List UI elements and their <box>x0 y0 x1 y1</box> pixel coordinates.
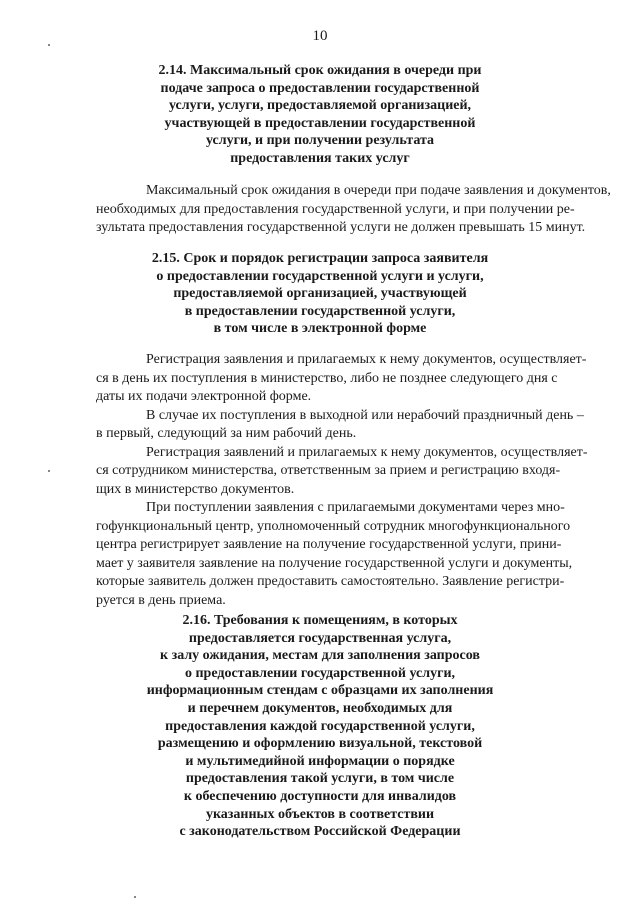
heading-line: предоставления такой услуги, в том числе <box>185 771 455 787</box>
section-2-14-heading <box>96 62 544 168</box>
section-2-14-body <box>96 182 612 238</box>
body-line: которые заявитель должен предоставить самостоятельно. Заявление регистри- <box>96 574 565 589</box>
heading-line: к обеспечению доступности для инвалидов <box>183 788 457 804</box>
section-2-15-heading <box>96 250 544 338</box>
heading-line: к залу ожидания, местам для заполнения запросов <box>160 648 480 664</box>
heading-line: предоставления каждой государственной услуги, <box>165 718 475 734</box>
body-line: даты их подачи электронной форме. <box>96 389 312 404</box>
heading-line: услуги, услуги, предоставляемой организацией, <box>168 98 472 114</box>
body-line: центра регистрирует заявление на получение государственной услуги, прини- <box>96 537 562 552</box>
heading-line: 2.16. Требования к помещениям, в которых <box>182 613 458 628</box>
body-line: гофункциональный центр, уполномоченный сотрудник многофункционального <box>96 518 571 534</box>
body-line: руется в день приема. <box>96 592 226 608</box>
heading-line: с законодательством Российской Федерации <box>179 824 461 840</box>
heading-line: услуги, и при получении результата <box>205 133 435 149</box>
heading-line: подаче запроса о предоставлении государственной <box>160 80 480 96</box>
heading-line: в том числе в электронной форме <box>213 321 427 337</box>
body-line: Регистрация заявления и прилагаемых к нему документов, осуществляет- <box>146 352 587 367</box>
body-line: в первый, следующий за ним рабочий день. <box>96 426 357 441</box>
heading-line: и мультимедийной информации о порядке <box>185 753 455 769</box>
body-line: ся в день их поступления в министерство, либо не позднее следующего дня с <box>96 370 558 386</box>
body-line: Регистрация заявлений и прилагаемых к нему документов, осуществляет- <box>146 444 588 460</box>
body-line: необходимых для предоставления государственной услуги, и при получении ре- <box>96 201 575 217</box>
heading-line: и перечнем документов, необходимых для <box>187 700 453 716</box>
heading-line: 2.14. Максимальный срок ожидания в очереди при <box>158 63 482 78</box>
body-line: Максимальный срок ожидания в очереди при подаче заявления и документов, <box>146 183 611 198</box>
heading-line: предоставляемой организацией, участвующей <box>173 286 467 302</box>
body-line: При поступлении заявления с прилагаемыми документами через мно- <box>146 500 565 515</box>
body-line: зультата предоставления государственной услуги не должен превышать 15 минут. <box>96 220 586 235</box>
heading-line: информационным стендам с образцами их заполнения <box>146 683 494 699</box>
scan-speck <box>48 44 50 46</box>
body-line: ся сотрудником министерства, ответственным за прием и регистрацию входя- <box>96 463 561 478</box>
heading-line: о предоставлении государственной услуги, <box>184 665 456 681</box>
body-line: щих в министерство документов. <box>96 481 295 497</box>
section-2-16-heading <box>96 612 544 841</box>
heading-line: указанных объектов в соответствии <box>205 806 435 822</box>
heading-line: предоставления таких услуг <box>230 150 410 166</box>
heading-line: предоставляется государственная услуга, <box>188 630 452 646</box>
heading-line: о предоставлении государственной услуги и услуги, <box>156 268 484 284</box>
heading-line: в предоставлении государственной услуги, <box>184 303 456 319</box>
page-number: 10 <box>312 28 328 44</box>
section-2-15-body <box>96 351 612 610</box>
heading-line: размещению и оформлению визуальной, текстовой <box>157 736 483 752</box>
scan-speck <box>134 896 136 898</box>
heading-line: участвующей в предоставлении государственной <box>164 115 476 131</box>
body-line: мает у заявителя заявление на получение государственной услуги и документы, <box>96 555 573 571</box>
heading-line: 2.15. Срок и порядок регистрации запроса заявителя <box>151 251 489 266</box>
scan-speck <box>48 470 50 472</box>
body-line: В случае их поступления в выходной или нерабочий праздничный день – <box>146 407 584 423</box>
